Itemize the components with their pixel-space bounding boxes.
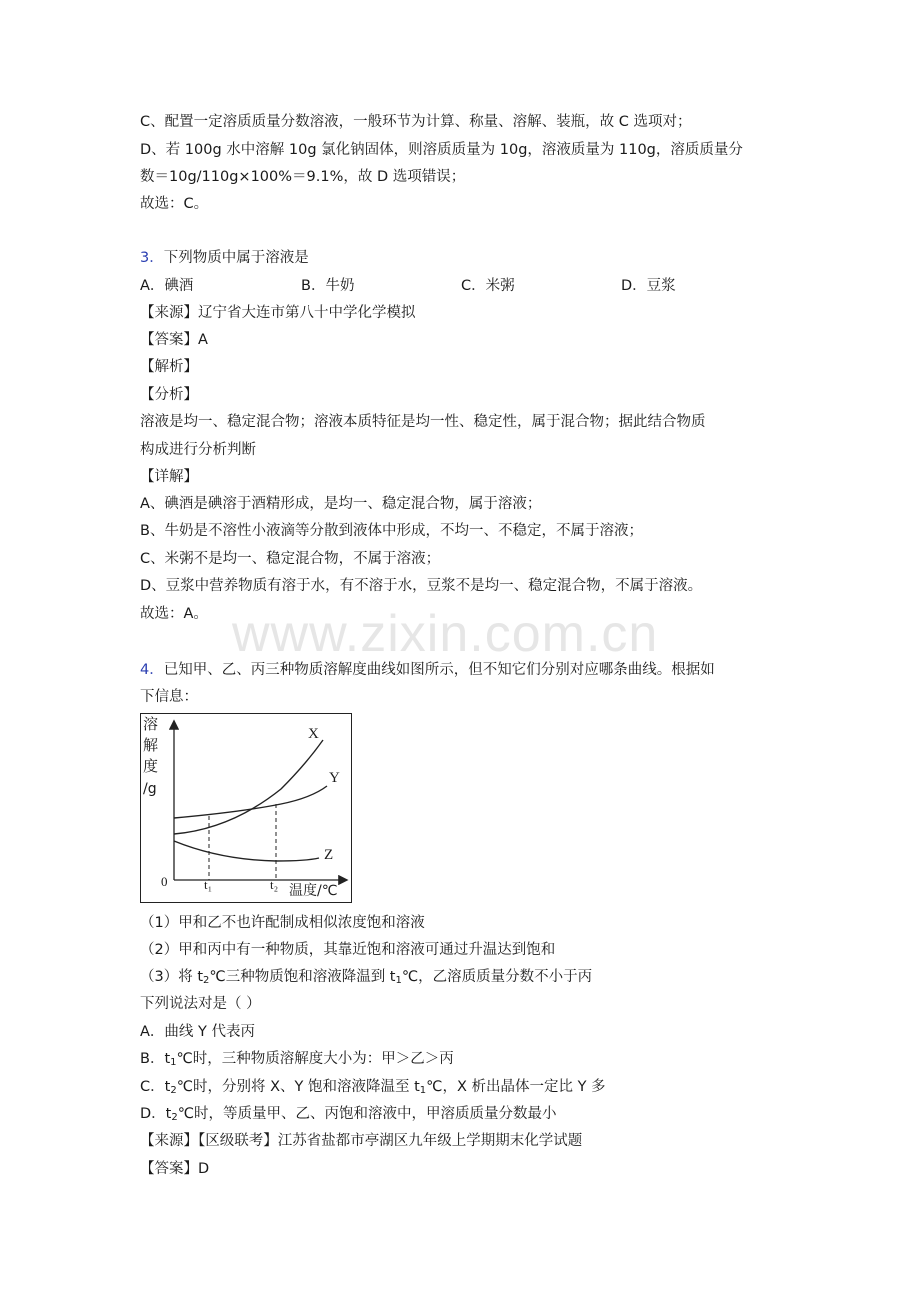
y-axis-label-2: 解 bbox=[143, 736, 159, 754]
question-3-fenxi-text-2: 构成进行分析判断 bbox=[140, 442, 256, 458]
x-axis-label: 温度/℃ bbox=[289, 883, 338, 899]
text: （3）将 t bbox=[140, 969, 204, 985]
solubility-curves bbox=[141, 714, 351, 902]
option-b: B．牛奶 bbox=[301, 278, 355, 294]
text: C．t bbox=[140, 1079, 171, 1095]
text: ℃，X 析出晶体一定比 Y 多 bbox=[426, 1079, 606, 1095]
question-4-ask: 下列说法对是（ ） bbox=[140, 996, 261, 1012]
question-3-source: 【来源】辽宁省大连市第八十中学化学模拟 bbox=[140, 305, 416, 321]
question-text: 下列物质中属于溶液是 bbox=[163, 250, 309, 266]
t2-tick-label: t₂ bbox=[270, 877, 279, 892]
question-3-detail-d: D、豆浆中营养物质有溶于水，有不溶于水，豆浆不是均一、稳定混合物，不属于溶液。 bbox=[140, 578, 703, 594]
subscript: 2 bbox=[170, 1085, 177, 1096]
y-axis-label-3: 度 bbox=[143, 757, 159, 775]
question-3-answer: 【答案】A bbox=[140, 332, 208, 348]
question-4-option-d bbox=[140, 1104, 557, 1128]
curve-x bbox=[174, 740, 323, 834]
subscript: 1 bbox=[170, 1057, 177, 1068]
text: ℃时，三种物质溶解度大小为：甲＞乙＞丙 bbox=[176, 1051, 454, 1067]
y-axis-label-1: 溶 bbox=[143, 715, 159, 733]
subscript: 1 bbox=[395, 975, 402, 986]
question-4-answer: 【答案】D bbox=[140, 1161, 210, 1177]
answer-text-c: C、配置一定溶质质量分数溶液，一般环节为计算、称量、溶解、装瓶，故 C 选项对； bbox=[140, 114, 692, 130]
solubility-figure bbox=[140, 713, 352, 903]
curve-z bbox=[174, 841, 319, 861]
curve-y bbox=[174, 786, 327, 818]
text: ℃，乙溶质质量分数不小于丙 bbox=[401, 969, 593, 985]
question-4-info-2: （2）甲和丙中有一种物质，其靠近饱和溶液可通过升温达到饱和 bbox=[140, 942, 556, 958]
question-4-stem bbox=[140, 660, 715, 680]
option-c: C．米粥 bbox=[461, 278, 515, 294]
question-3-pick: 故选：A。 bbox=[140, 606, 208, 622]
question-3-xiangjie: 【详解】 bbox=[140, 469, 198, 485]
answer-choice: 故选：C。 bbox=[140, 196, 209, 212]
subscript: 1 bbox=[419, 1085, 427, 1096]
question-number: 3． bbox=[140, 250, 164, 266]
origin-label: 0 bbox=[161, 874, 168, 889]
watermark: www.zixin.com.cn bbox=[232, 605, 659, 663]
option-a: A．碘酒 bbox=[140, 278, 194, 294]
curve-x-label: X bbox=[308, 726, 319, 742]
question-3-fenxi-text-1: 溶液是均一、稳定混合物；溶液本质特征是均一性、稳定性，属于混合物；据此结合物质 bbox=[140, 414, 706, 430]
text: B．t bbox=[140, 1051, 171, 1067]
question-3-detail-a: A、碘酒是碘溶于酒精形成，是均一、稳定混合物，属于溶液； bbox=[140, 496, 542, 512]
subscript: 2 bbox=[203, 975, 210, 986]
text: ℃时，分别将 X、Y 饱和溶液降温至 t bbox=[176, 1079, 420, 1095]
t1-tick-label: t₁ bbox=[204, 877, 213, 892]
question-3-stem bbox=[140, 248, 309, 268]
question-3-jiexi: 【解析】 bbox=[140, 359, 198, 375]
curve-z-label: Z bbox=[324, 847, 334, 863]
text: ℃时，等质量甲、乙、丙饱和溶液中，甲溶质质量分数最小 bbox=[177, 1106, 557, 1122]
subscript: 2 bbox=[171, 1112, 178, 1123]
question-3-detail-c: C、米粥不是均一、稳定混合物，不属于溶液； bbox=[140, 551, 441, 567]
text: ℃三种物质饱和溶液降温到 t bbox=[209, 969, 396, 985]
question-3-detail-b: B、牛奶是不溶性小液滴等分散到液体中形成，不均一、不稳定，不属于溶液； bbox=[140, 523, 643, 539]
question-4-stem-cont: 下信息： bbox=[140, 689, 198, 705]
text: D．t bbox=[140, 1106, 172, 1122]
question-3-fenxi: 【分析】 bbox=[140, 387, 198, 403]
question-text: 已知甲、乙、丙三种物质溶解度曲线如图所示，但不知它们分别对应哪条曲线。根据如 bbox=[163, 662, 715, 678]
y-axis-label-4: /g bbox=[143, 781, 157, 797]
question-4-info-3 bbox=[140, 967, 592, 991]
question-4-option-c bbox=[140, 1077, 606, 1101]
question-number: 4． bbox=[140, 662, 164, 678]
curve-y-label: Y bbox=[329, 770, 340, 786]
question-4-option-b bbox=[140, 1049, 454, 1073]
option-d: D．豆浆 bbox=[621, 278, 676, 294]
answer-text-d-cont: 数＝10g/110g×100%＝9.1%，故 D 选项错误； bbox=[140, 169, 466, 185]
question-4-info-1: （1）甲和乙不也许配制成相似浓度饱和溶液 bbox=[140, 915, 425, 931]
question-4-source: 【来源】【区级联考】江苏省盐都市亭湖区九年级上学期期末化学试题 bbox=[140, 1133, 583, 1149]
question-4-option-a: A．曲线 Y 代表丙 bbox=[140, 1024, 255, 1040]
answer-text-d: D、若 100g 水中溶解 10g 氯化钠固体，则溶质质量为 10g，溶液质量为 110g，溶质质量分 bbox=[140, 142, 743, 158]
